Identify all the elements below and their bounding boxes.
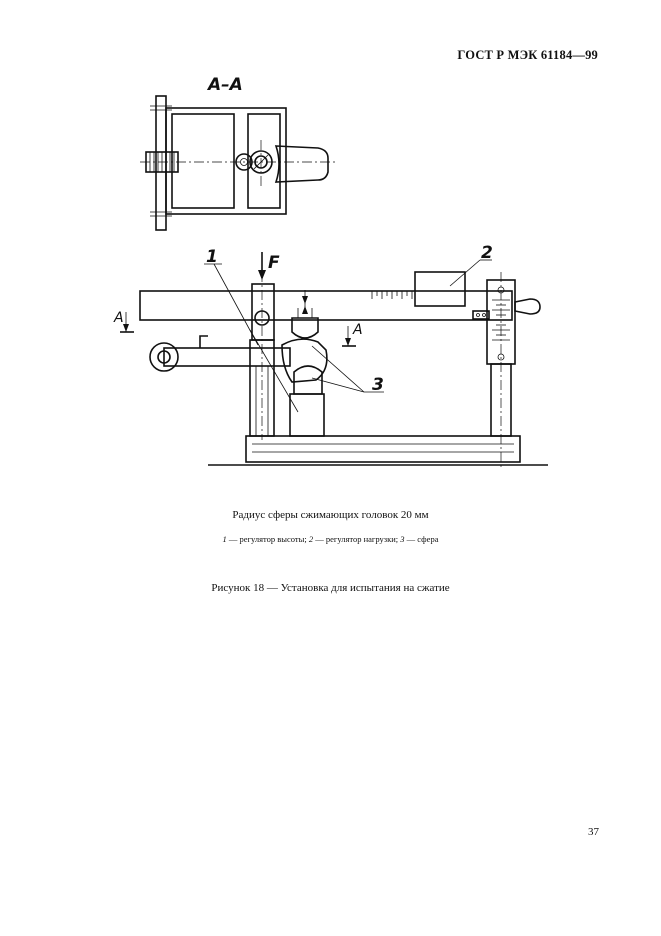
page-number: 37	[588, 826, 599, 838]
legend-3-text: — сфера	[404, 534, 439, 544]
lower-head-base	[290, 394, 324, 436]
upper-compression-head	[292, 318, 318, 338]
callout-3-label: 3	[372, 375, 384, 395]
legend-2-text: — регулятор нагрузки;	[313, 534, 401, 544]
beam-scale	[372, 291, 412, 299]
callout-2-label: 2	[481, 243, 493, 263]
figure-title: Рисунок 18 — Установка для испытания на сжатие	[211, 582, 450, 594]
force-label: F	[268, 253, 280, 273]
main-elevation-view	[113, 243, 548, 470]
machine-base	[246, 436, 520, 462]
vertical-bolt	[156, 96, 166, 230]
cut-label-left: А	[114, 310, 124, 326]
section-a-a-view	[140, 75, 338, 230]
height-regulator-block	[252, 284, 274, 340]
right-adjust-knob	[515, 299, 540, 314]
legend-2-number: 2	[308, 534, 314, 544]
load-regulator-weight	[415, 272, 465, 306]
standard-header: ГОСТ Р МЭК 61184—99	[457, 48, 598, 62]
legend-1-number: 1	[222, 534, 227, 544]
frame-outer	[166, 108, 286, 214]
callout-1-label: 1	[206, 247, 218, 267]
legend-1-text: — регулятор высоты;	[226, 534, 309, 544]
frame-left-window	[172, 114, 234, 208]
tapered-head	[276, 146, 328, 182]
section-label: А–А	[208, 75, 243, 95]
figure-legend	[0, 534, 661, 544]
cut-label-right: А	[353, 322, 363, 338]
legend-3-number: 3	[400, 534, 405, 544]
specimen-sphere	[282, 339, 327, 382]
sphere-radius-note: Радиус сферы сжимающих головок 20 мм	[232, 509, 429, 521]
left-arm	[164, 348, 290, 366]
frame-right-window	[248, 114, 280, 208]
